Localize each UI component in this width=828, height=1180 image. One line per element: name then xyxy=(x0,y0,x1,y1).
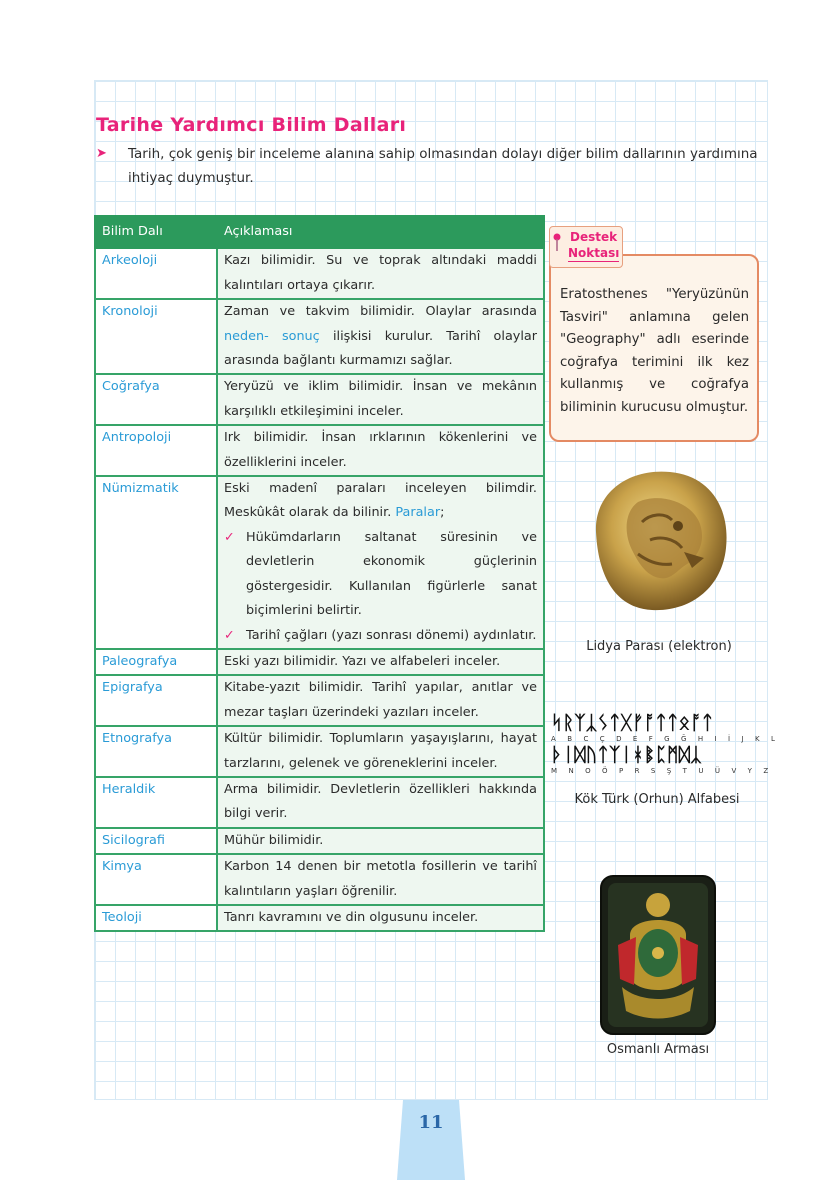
table-row xyxy=(95,299,544,374)
letters-row: M N O Ö P R S Ş T U Ü V Y Z xyxy=(551,767,773,775)
header-aciklamasi: Açıklaması xyxy=(217,216,544,248)
check-point xyxy=(224,624,537,648)
checkmark-icon: ✓ xyxy=(224,529,235,545)
term-cell: Teoloji xyxy=(95,905,217,931)
page-number: 11 xyxy=(418,1112,444,1133)
desc-cell: Kültür bilimidir. Toplumların yaşayışlarını, hayat tarzlarını, gelenek ve göreneklerini inceler. xyxy=(217,726,544,777)
table-row xyxy=(95,726,544,777)
runes-row: ᛋᚱᛉᛣᛊᛏᚷᚠᚩᛏᛏᛟᚩᛏ xyxy=(551,712,714,734)
highlight-text: neden- sonuç xyxy=(224,328,320,344)
desc-cell: Kazı bilimidir. Su ve toprak altındaki maddi kalıntıları ortaya çıkarır. xyxy=(217,248,544,299)
term-cell: Etnografya xyxy=(95,726,217,777)
checkmark-icon: ✓ xyxy=(224,627,235,643)
intro-text: Tarih, çok geniş bir inceleme alanına sahip olmasından dolayı diğer bilim dallarının yardımına ihtiyaç duymuştur. xyxy=(128,146,758,186)
table-row xyxy=(95,374,544,425)
table-row xyxy=(95,905,544,931)
page-title: Tarihe Yardımcı Bilim Dalları xyxy=(96,114,407,136)
term-cell: Heraldik xyxy=(95,777,217,828)
term-cell: Arkeoloji xyxy=(95,248,217,299)
lydian-coin-image xyxy=(580,462,738,620)
table-row xyxy=(95,248,544,299)
support-note-label xyxy=(549,226,623,268)
desc-text: ilişkisi kurulur. Tarihî olaylar arasında bağlantı kurmamızı sağlar. xyxy=(224,328,538,369)
coin-caption: Lidya Parası (elektron) xyxy=(586,639,732,654)
desc-text: Eski madenî paraları inceleyen bilimdir. Meskûkât olarak da bilinir. xyxy=(224,481,537,521)
term-cell: Paleografya xyxy=(95,649,217,675)
desc-cell: Tanrı kavramını ve din olgusunu inceler. xyxy=(217,905,544,931)
term-cell: Coğrafya xyxy=(95,374,217,425)
table-row xyxy=(95,828,544,854)
desc-cell: Yeryüzü ve iklim bilimidir. İnsan ve mekânın karşılıklı etkileşimini inceler. xyxy=(217,374,544,425)
orkhon-alphabet-figure xyxy=(551,712,780,776)
desc-cell: Irk bilimidir. İnsan ırklarının kökenlerini ve özelliklerini inceler. xyxy=(217,425,544,476)
support-label-line1: Destek xyxy=(570,230,618,244)
support-note-box xyxy=(549,254,759,442)
desc-cell: Mühür bilimidir. xyxy=(217,828,544,854)
term-cell: Sicilografi xyxy=(95,828,217,854)
arrow-bullet-icon: ➤ xyxy=(96,146,107,161)
support-label-line2: Noktası xyxy=(568,246,620,260)
term-cell: Kronoloji xyxy=(95,299,217,374)
pushpin-icon xyxy=(553,233,561,253)
support-note-text: Eratosthenes "Yeryüzünün Tasviri" anlamına gelen "Geography" adlı eserinde coğrafya terimini ilk kez kullanmış ve coğrafya biliminin kurucusu olmuştur. xyxy=(560,287,749,415)
table-header-row xyxy=(95,216,544,248)
alphabet-caption: Kök Türk (Orhun) Alfabesi xyxy=(574,792,740,807)
desc-cell: Karbon 14 denen bir metotla fosillerin ve tarihî kalıntıların yaşları öğrenilir. xyxy=(217,854,544,905)
table-row xyxy=(95,675,544,726)
table-row xyxy=(95,425,544,476)
highlight-text: Paralar xyxy=(395,505,441,521)
header-bilim-dali: Bilim Dalı xyxy=(95,216,217,248)
arma-caption: Osmanlı Arması xyxy=(606,1042,710,1057)
desc-text: ; xyxy=(440,505,445,521)
auxiliary-sciences-table xyxy=(94,215,545,932)
table-row xyxy=(95,777,544,828)
desc-cell xyxy=(217,299,544,374)
desc-cell: Eski yazı bilimidir. Yazı ve alfabeleri inceler. xyxy=(217,649,544,675)
desc-cell: Kitabe-yazıt bilimidir. Tarihî yapılar, anıtlar ve mezar taşları üzerindeki yazıları inceler. xyxy=(217,675,544,726)
table-row xyxy=(95,476,544,649)
point-text: Hükümdarların saltanat süresinin ve devletlerin ekonomik güçlerinin göstergesidir. Kullanılan figürlerle sanat biçimlerini belirtir. xyxy=(246,529,537,619)
term-cell: Epigrafya xyxy=(95,675,217,726)
table-row xyxy=(95,854,544,905)
desc-cell: Arma bilimidir. Devletlerin özellikleri hakkında bilgi verir. xyxy=(217,777,544,828)
intro-paragraph xyxy=(96,142,766,190)
table-row xyxy=(95,649,544,675)
term-cell: Antropoloji xyxy=(95,425,217,476)
point-text: Tarihî çağları (yazı sonrası dönemi) aydınlatır. xyxy=(246,627,537,643)
letters-row: A B C Ç D E F G Ğ H I İ J K L xyxy=(551,735,780,743)
check-point xyxy=(224,526,537,624)
runes-row: ᚦᛁᛞᚢᛏᛉᛁᚼᛔᛈᛗᛞᛣ xyxy=(551,744,702,766)
desc-text: Zaman ve takvim bilimidir. Olaylar arasında xyxy=(224,304,537,320)
term-cell: Kimya xyxy=(95,854,217,905)
ottoman-coat-of-arms-image xyxy=(600,875,716,1035)
page-number-tab xyxy=(397,1100,465,1180)
desc-cell xyxy=(217,476,544,649)
term-cell: Nümizmatik xyxy=(95,476,217,649)
